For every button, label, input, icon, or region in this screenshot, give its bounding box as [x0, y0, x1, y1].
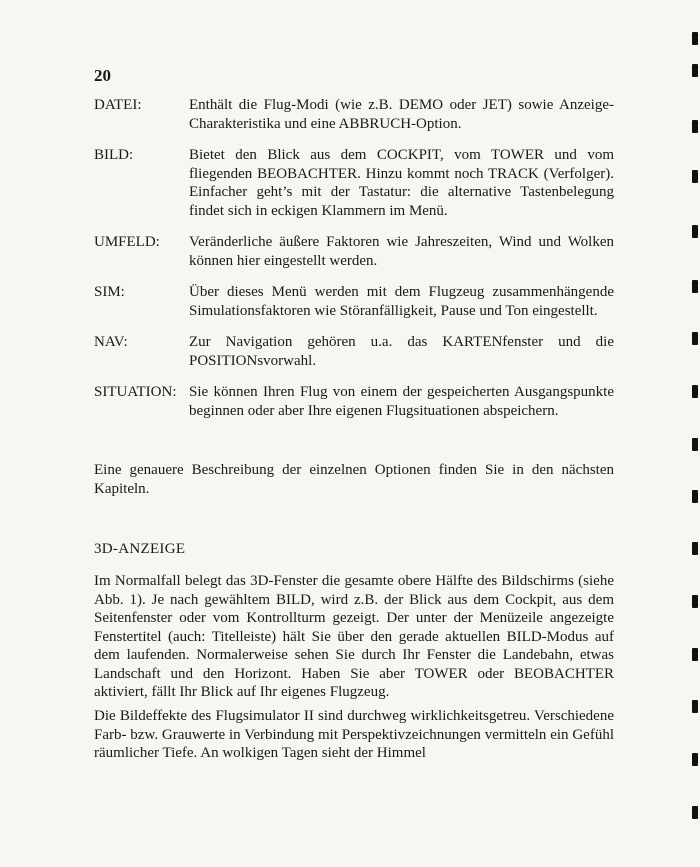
- menu-entry-bild: [94, 146, 614, 220]
- menu-term: SIM:: [94, 284, 125, 300]
- binder-mark: [692, 490, 698, 503]
- binder-mark: [692, 280, 698, 293]
- binder-mark: [692, 332, 698, 345]
- binder-edge-marks: [688, 20, 700, 840]
- menu-description: Enthält die Flug-Modi (wie z.B. DEMO oder JET) sowie Anzeige-Charakteristika und eine ABBRUCH-Option.: [189, 97, 614, 132]
- binder-mark: [692, 438, 698, 451]
- intro-paragraph: Eine genauere Beschreibung der einzelnen Optionen finden Sie in den nächsten Kapiteln.: [94, 462, 614, 497]
- menu-description: Über dieses Menü werden mit dem Flugzeug zusammenhängende Simulationsfaktoren wie Störanfälligkeit, Pause und Ton eingestellt.: [189, 284, 614, 319]
- binder-mark: [692, 595, 698, 608]
- menu-term: NAV:: [94, 334, 128, 350]
- menu-term: SITUATION:: [94, 384, 177, 400]
- menu-description: Veränderliche äußere Faktoren wie Jahreszeiten, Wind und Wolken können hier eingestellt werden.: [189, 234, 614, 269]
- binder-mark: [692, 753, 698, 766]
- menu-entry-situation: [94, 383, 614, 420]
- menu-entry-sim: [94, 283, 614, 320]
- menu-description: Sie können Ihren Flug von einem der gespeicherten Ausgangspunkte beginnen oder aber Ihre eigenen Flugsituationen abspeichern.: [189, 384, 614, 419]
- page-number: 20: [94, 66, 111, 85]
- menu-term: UMFELD:: [94, 234, 160, 250]
- menu-entry-umfeld: [94, 233, 614, 270]
- binder-mark: [692, 385, 698, 398]
- binder-mark: [692, 170, 698, 183]
- menu-term: DATEI:: [94, 97, 142, 113]
- binder-mark: [692, 32, 698, 45]
- binder-mark: [692, 700, 698, 713]
- menu-entry-datei: [94, 96, 614, 133]
- binder-mark: [692, 542, 698, 555]
- binder-mark: [692, 225, 698, 238]
- menu-description: Bietet den Blick aus dem COCKPIT, vom TOWER und vom fliegenden BEOBACHTER. Hinzu kommt noch TRACK (Verfolger). Einfacher geht’s mit der Tastatur: die alternative Tastenbelegung findet sich in eckigen Klammern im Menü.: [189, 147, 614, 219]
- body-paragraph: Im Normalfall belegt das 3D-Fenster die gesamte obere Hälfte des Bildschirms (siehe Abb. 1). Je nach gewähltem BILD, wird z.B. der Blick aus dem Cockpit, aus dem Seitenfenster oder vom Kontrollturm gezeigt. Der unter der Menüzeile angezeigte Fenstertitel (auch: Titelleiste) hält Sie über den gerade aktuellen BILD-Modus auf dem laufenden. Normalerweise sehen Sie durch Ihr Fenster die Landebahn, etwas Landschaft und den Horizont. Haben Sie aber TOWER oder BEOBACHTER aktiviert, fällt Ihr Blick auf Ihr eigenes Flugzeug.: [94, 573, 614, 700]
- binder-mark: [692, 64, 698, 77]
- binder-mark: [692, 648, 698, 661]
- menu-entry-nav: [94, 333, 614, 370]
- body-paragraph: Die Bildeffekte des Flugsimulator II sind durchweg wirklichkeitsgetreu. Verschiedene Farb- bzw. Grauwerte in Verbindung mit Perspektivzeichnungen vermitteln ein Gefühl räumlicher Tiefe. An wolkigen Tagen sieht der Himmel: [94, 708, 614, 761]
- binder-mark: [692, 120, 698, 133]
- menu-description-list: [94, 96, 614, 433]
- section-heading: 3D-ANZEIGE: [94, 541, 186, 557]
- menu-term: BILD:: [94, 147, 134, 163]
- binder-mark: [692, 806, 698, 819]
- menu-description: Zur Navigation gehören u.a. das KARTENfenster und die POSITIONsvorwahl.: [189, 334, 614, 369]
